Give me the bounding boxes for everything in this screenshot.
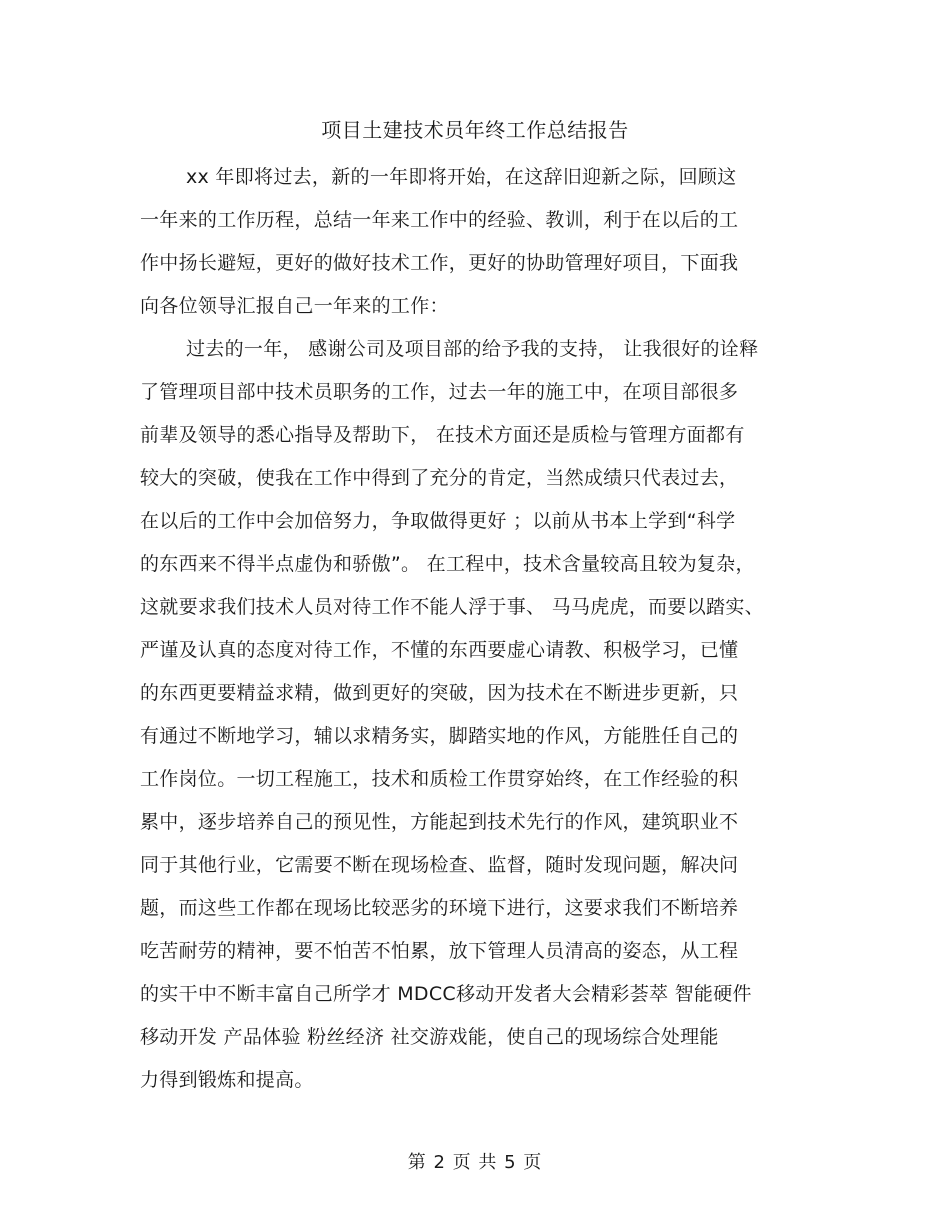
paragraph-line: 前辈及领导的悉心指导及帮助下， 在技术方面还是质检与管理方面都有 <box>140 424 745 446</box>
paragraph-line: 题，而这些工作都在现场比较恶劣的环境下进行，这要求我们不断培养 <box>140 897 739 919</box>
paragraph-line: 这就要求我们技术人员对待工作不能人浮于事、 马马虎虎，而要以踏实、 <box>140 596 764 618</box>
paragraph-line: 力得到锻炼和提高。 <box>140 1069 314 1091</box>
paragraph-line: xx 年即将过去，新的一年即将开始，在这辞旧迎新之际，回顾这 <box>186 166 737 188</box>
paragraph-line: 有通过不断地学习，辅以求精务实，脚踏实地的作风，方能胜任自己的 <box>140 725 739 747</box>
paragraph-line: 一年来的工作历程，总结一年来工作中的经验、教训，利于在以后的工 <box>140 209 739 231</box>
paragraph-line: 的东西来不得半点虚伪和骄傲”。 在工程中，技术含量较高且较为复杂， <box>140 553 755 575</box>
paragraph-line: 的实干中不断丰富自己所学才 MDCC移动开发者大会精彩荟萃 智能硬件 <box>140 983 752 1005</box>
paragraph-line: 了管理项目部中技术员职务的工作，过去一年的施工中，在项目部很多 <box>140 381 739 403</box>
page-number-footer: 第 2 页 共 5 页 <box>407 1152 543 1173</box>
paragraph-line: 严谨及认真的态度对待工作，不懂的东西要虚心请教、积极学习，已懂 <box>140 639 739 661</box>
paragraph-line: 较大的突破，使我在工作中得到了充分的肯定，当然成绩只代表过去， <box>140 467 739 489</box>
document-title: 项目土建技术员年终工作总结报告 <box>321 118 629 142</box>
paragraph-line: 移动开发 产品体验 粉丝经济 社交游戏能，使自己的现场综合处理能 <box>140 1026 719 1048</box>
paragraph-line: 在以后的工作中会加倍努力，争取做得更好 ；以前从书本上学到“科学 <box>140 510 736 532</box>
paragraph-line: 同于其他行业，它需要不断在现场检查、监督，随时发现问题，解决问 <box>140 854 739 876</box>
paragraph-line: 工作岗位。一切工程施工，技术和质检工作贯穿始终，在工作经验的积 <box>140 768 739 790</box>
paragraph-line: 吃苦耐劳的精神，要不怕苦不怕累，放下管理人员清高的姿态，从工程 <box>140 940 739 962</box>
paragraph-line: 过去的一年， 感谢公司及项目部的给予我的支持， 让我很好的诠释 <box>186 338 759 360</box>
paragraph-line: 作中扬长避短，更好的做好技术工作，更好的协助管理好项目，下面我 <box>140 252 739 274</box>
paragraph-line: 向各位领导汇报自己一年来的工作： <box>140 295 449 317</box>
paragraph-line: 的东西更要精益求精，做到更好的突破，因为技术在不断进步更新，只 <box>140 682 739 704</box>
document-body <box>140 162 820 1108</box>
paragraph-line: 累中，逐步培养自己的预见性，方能起到技术先行的作风，建筑职业不 <box>140 811 739 833</box>
